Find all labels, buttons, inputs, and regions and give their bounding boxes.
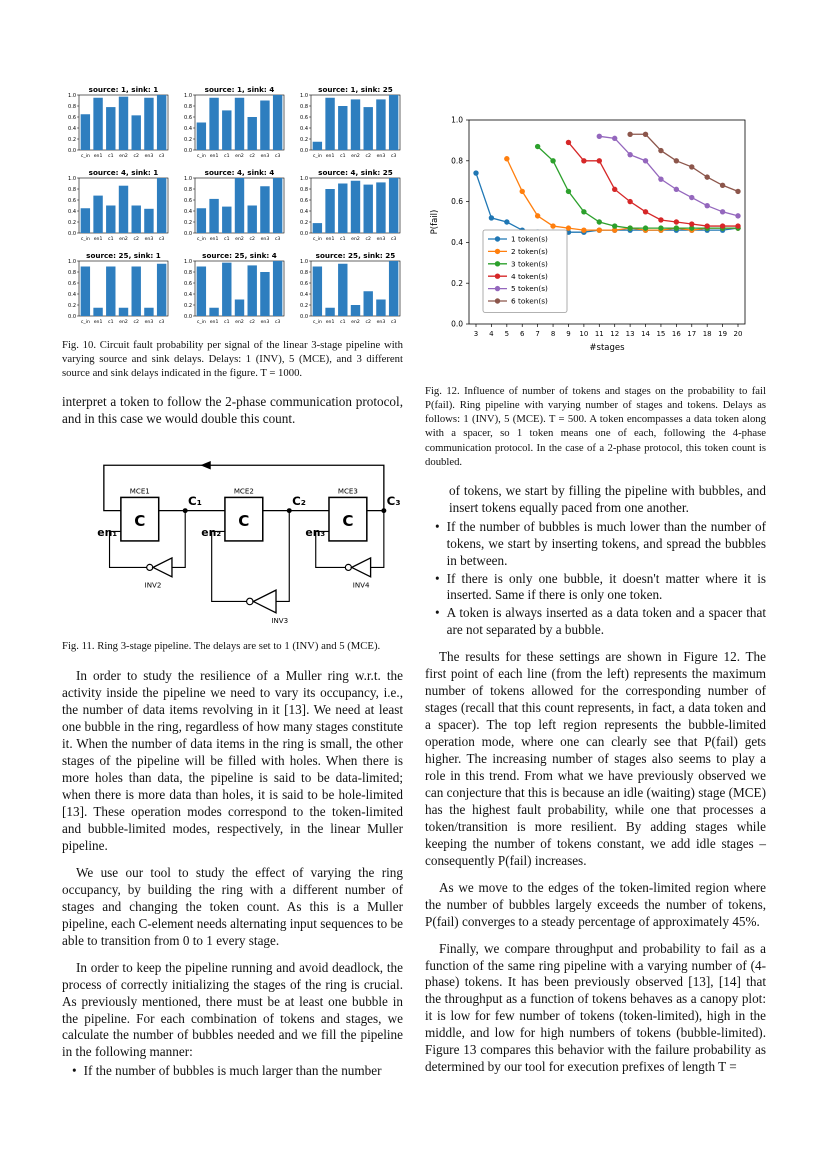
svg-text:1.0: 1.0 xyxy=(300,258,308,265)
svg-text:source: 1, sink: 4: source: 1, sink: 4 xyxy=(204,85,275,94)
bar-subplot xyxy=(62,167,171,247)
svg-text:P(fail): P(fail) xyxy=(430,209,440,235)
c2-label: C₂ xyxy=(292,494,306,509)
svg-text:c1: c1 xyxy=(340,154,346,159)
svg-text:0.2: 0.2 xyxy=(68,302,76,309)
ring-pipeline-circuit-diagram xyxy=(62,452,403,627)
bullet-marker: • xyxy=(72,1063,77,1079)
two-column-layout xyxy=(62,84,766,1082)
bullet-marker: • xyxy=(435,570,440,586)
svg-text:en1: en1 xyxy=(209,320,219,325)
spacer xyxy=(425,469,766,483)
svg-text:c1: c1 xyxy=(224,154,230,159)
svg-text:11: 11 xyxy=(594,330,604,338)
svg-text:c1: c1 xyxy=(108,237,114,242)
bar-subplot xyxy=(294,84,403,164)
svg-text:source: 1, sink: 1: source: 1, sink: 1 xyxy=(88,85,159,94)
svg-text:0.2: 0.2 xyxy=(300,136,308,143)
svg-text:0.6: 0.6 xyxy=(184,197,192,204)
spacer xyxy=(62,380,403,394)
svg-text:0.0: 0.0 xyxy=(300,147,308,154)
inv4-triangle xyxy=(352,558,371,577)
svg-text:c_in: c_in xyxy=(312,237,322,242)
fig12-chart xyxy=(425,110,766,376)
paragraph-3: In order to keep the pipeline running and avoid deadlock, the process of correctly initializing the stages of the ring is crucial. As previously mentioned, there must be at least one bubble in the pipeline. For each combination of tokens and stages, we calculate the number of bubbles needed and we fill the pipeline in the following manner: xyxy=(62,959,403,1060)
svg-text:6: 6 xyxy=(520,330,525,338)
bar-subplot xyxy=(178,84,287,164)
svg-text:10: 10 xyxy=(579,330,589,338)
bullet-text: If there is only one bubble, it doesn't matter where it is inserted. Same if there is only one token. xyxy=(446,570,766,603)
svg-text:4: 4 xyxy=(489,330,494,338)
svg-text:c3: c3 xyxy=(274,320,281,325)
svg-text:2 token(s): 2 token(s) xyxy=(511,247,548,256)
bullet-list-left xyxy=(62,1063,403,1080)
svg-text:0.6: 0.6 xyxy=(300,114,308,121)
svg-text:0.6: 0.6 xyxy=(451,197,463,207)
svg-text:8: 8 xyxy=(550,330,556,338)
mce3-label: MCE3 xyxy=(337,486,358,496)
svg-text:0.8: 0.8 xyxy=(184,186,192,193)
inv3-label: INV3 xyxy=(271,616,289,626)
svg-text:0.2: 0.2 xyxy=(184,219,192,226)
svg-text:0.8: 0.8 xyxy=(68,186,76,193)
svg-text:source: 1, sink: 25: source: 1, sink: 25 xyxy=(318,85,393,94)
svg-text:7: 7 xyxy=(535,330,540,338)
svg-text:c2: c2 xyxy=(249,154,255,159)
svg-text:c_in: c_in xyxy=(80,320,90,325)
svg-text:1.0: 1.0 xyxy=(451,115,463,125)
svg-text:0.6: 0.6 xyxy=(300,280,308,287)
svg-text:20: 20 xyxy=(733,330,743,338)
svg-text:1.0: 1.0 xyxy=(300,175,308,182)
svg-text:0.0: 0.0 xyxy=(68,230,76,237)
svg-text:0.0: 0.0 xyxy=(184,313,192,320)
svg-text:c2: c2 xyxy=(365,320,371,325)
fig10-chart-grid xyxy=(62,84,403,330)
svg-text:16: 16 xyxy=(671,330,681,338)
svg-text:0.4: 0.4 xyxy=(184,208,192,215)
svg-text:0.2: 0.2 xyxy=(184,302,192,309)
c-element-1-glyph: C xyxy=(134,512,146,531)
svg-text:0.6: 0.6 xyxy=(184,114,192,121)
wire-arrow-left-icon xyxy=(200,461,210,470)
bullet-marker: • xyxy=(435,605,440,621)
svg-text:en2: en2 xyxy=(351,237,360,242)
paragraph-4: The results for these settings are shown in Figure 12. The first point of each line (from the left) represents the maximum number of tokens allowed for the corresponding number of stages (recall that this count represents, in fact, a data token and a spacer). The top left region represents the bubble-limited operation mode, where one can clearly see that P(fail) gets higher. The increasing number of stages also seems to play a role in this trend. From what we have previously observed we can conjecture that this is because an idle (waiting) stage (MCE) has the highest fault probability, while one that processes a token/transition is more resilient. By adding stages while keeping the number of tokens constant, we add idle stages – consequently P(fail) increases. xyxy=(425,649,766,868)
spacer xyxy=(62,653,403,667)
svg-text:0.0: 0.0 xyxy=(68,147,76,154)
svg-text:0.6: 0.6 xyxy=(184,280,192,287)
mce1-label: MCE1 xyxy=(129,486,150,496)
svg-text:0.4: 0.4 xyxy=(68,125,76,132)
inv3-input-wire xyxy=(276,511,289,602)
svg-text:#stages: #stages xyxy=(589,343,625,353)
svg-text:c2: c2 xyxy=(365,237,371,242)
en1-label: en₁ xyxy=(97,526,118,540)
bar-subplot xyxy=(178,250,287,330)
svg-text:c_in: c_in xyxy=(196,237,206,242)
svg-text:source: 4, sink: 4: source: 4, sink: 4 xyxy=(204,168,275,177)
bullet-text: If the number of bubbles is much lower than the number of tokens, we start by inserting tokens, and spread the bubbles in between. xyxy=(446,518,766,568)
svg-text:0.4: 0.4 xyxy=(451,238,463,247)
svg-text:0.4: 0.4 xyxy=(300,291,308,298)
svg-text:en3: en3 xyxy=(260,320,270,325)
svg-text:c3: c3 xyxy=(390,320,397,325)
svg-text:0.0: 0.0 xyxy=(451,319,463,329)
svg-text:14: 14 xyxy=(641,330,650,338)
svg-text:c3: c3 xyxy=(158,237,165,242)
svg-text:c2: c2 xyxy=(133,320,139,325)
svg-text:en3: en3 xyxy=(376,320,386,325)
inv4-label: INV4 xyxy=(352,580,370,590)
fig12-figure xyxy=(425,110,766,376)
svg-text:9: 9 xyxy=(566,330,571,338)
bar-subplot xyxy=(62,84,171,164)
svg-text:en2: en2 xyxy=(351,320,360,325)
svg-text:5 token(s): 5 token(s) xyxy=(511,284,548,294)
svg-text:c3: c3 xyxy=(158,320,165,325)
en2-label: en₂ xyxy=(201,526,222,540)
svg-text:en3: en3 xyxy=(376,237,386,242)
svg-text:0.4: 0.4 xyxy=(300,125,308,132)
list-item xyxy=(435,571,766,605)
c-element-3-glyph: C xyxy=(342,512,354,531)
svg-text:en2: en2 xyxy=(235,154,244,159)
bar-subplot xyxy=(178,167,287,247)
svg-text:en2: en2 xyxy=(119,237,128,242)
svg-text:c_in: c_in xyxy=(80,154,90,159)
svg-text:en2: en2 xyxy=(235,320,244,325)
svg-text:1.0: 1.0 xyxy=(184,258,192,265)
svg-text:c3: c3 xyxy=(390,237,397,242)
svg-text:17: 17 xyxy=(687,330,697,338)
svg-text:1 token(s): 1 token(s) xyxy=(511,234,548,244)
bullet-text: A token is always inserted as a data token and a spacer that are not separated by a bubble. xyxy=(446,605,766,638)
svg-text:source: 25, sink: 1: source: 25, sink: 1 xyxy=(86,251,161,260)
paragraph-2: We use our tool to study the effect of varying the ring occupancy, by building the ring with a different number of stages and changing the token count. As this is a Muller pipeline, each C-element needs alternating input sequences to be able to transition from 0 to 1 every stage. xyxy=(62,864,403,948)
inv4-input-wire xyxy=(371,511,384,568)
svg-text:0.4: 0.4 xyxy=(184,125,192,132)
svg-text:c3: c3 xyxy=(274,154,281,159)
svg-text:0.0: 0.0 xyxy=(300,230,308,237)
right-column xyxy=(425,84,766,1082)
svg-text:en1: en1 xyxy=(93,320,103,325)
svg-text:0.8: 0.8 xyxy=(300,186,308,193)
svg-text:en2: en2 xyxy=(235,237,244,242)
fig10-caption: Fig. 10. Circuit fault probability per signal of the linear 3-stage pipeline with varying source and sink delays. Delays: 1 (INV), 5 (MCE), and 3 different source and sink delays indicated in the figure. T = 1000. xyxy=(62,339,403,380)
svg-text:0.6: 0.6 xyxy=(300,197,308,204)
svg-text:en3: en3 xyxy=(144,320,154,325)
svg-text:0.8: 0.8 xyxy=(184,269,192,276)
inv3-triangle xyxy=(253,590,276,613)
svg-text:1.0: 1.0 xyxy=(184,92,192,99)
svg-text:0.4: 0.4 xyxy=(68,208,76,215)
bar-subplot xyxy=(294,167,403,247)
svg-text:en1: en1 xyxy=(93,237,103,242)
svg-text:6 token(s): 6 token(s) xyxy=(511,296,548,306)
svg-text:en2: en2 xyxy=(119,154,128,159)
svg-text:15: 15 xyxy=(656,330,666,338)
list-item xyxy=(435,519,766,570)
svg-text:0.0: 0.0 xyxy=(300,313,308,320)
bullet-list-right xyxy=(425,519,766,640)
svg-text:en1: en1 xyxy=(93,154,103,159)
svg-text:source: 4, sink: 1: source: 4, sink: 1 xyxy=(88,168,159,177)
svg-text:0.4: 0.4 xyxy=(184,291,192,298)
left-column xyxy=(62,84,403,1082)
svg-text:source: 25, sink: 4: source: 25, sink: 4 xyxy=(202,251,277,260)
svg-text:0.2: 0.2 xyxy=(300,302,308,309)
svg-text:en1: en1 xyxy=(325,320,335,325)
svg-text:c1: c1 xyxy=(224,320,230,325)
svg-text:en3: en3 xyxy=(260,237,270,242)
inv2-input-wire xyxy=(172,511,185,568)
svg-text:en1: en1 xyxy=(325,154,335,159)
bullet-text: If the number of bubbles is much larger than the number xyxy=(83,1063,382,1079)
svg-text:c1: c1 xyxy=(340,237,346,242)
svg-text:c1: c1 xyxy=(108,154,114,159)
svg-text:0.6: 0.6 xyxy=(68,280,76,287)
svg-text:0.6: 0.6 xyxy=(68,114,76,121)
mce2-label: MCE2 xyxy=(233,486,254,496)
svg-text:13: 13 xyxy=(625,330,635,338)
svg-text:0.2: 0.2 xyxy=(300,219,308,226)
line-chart xyxy=(425,110,760,372)
svg-text:en3: en3 xyxy=(376,154,386,159)
svg-text:3 token(s): 3 token(s) xyxy=(511,259,548,269)
svg-text:en2: en2 xyxy=(119,320,128,325)
svg-text:1.0: 1.0 xyxy=(68,175,76,182)
svg-text:c2: c2 xyxy=(133,237,139,242)
svg-text:c3: c3 xyxy=(390,154,397,159)
svg-text:0.4: 0.4 xyxy=(300,208,308,215)
svg-text:c1: c1 xyxy=(108,320,114,325)
svg-text:19: 19 xyxy=(718,330,728,338)
svg-text:c_in: c_in xyxy=(312,320,322,325)
paragraph-1: In order to study the resilience of a Muller ring w.r.t. the activity inside the pipeline we need to vary its occupancy, i.e., the number of data items revolving in it [13]. We need at least one bubble in the ring, regardless of how many stages constitute it. When the number of data items in the ring is small, the other stages of the pipeline will be filled with holes. When there is more holes than data, the pipeline is said to be data-limited; when there is more data than holes, it is said to be hole-limited [13]. These operation modes correspond to the token-limited and bubble-limited modes, respectively, in the linear Muller pipeline. xyxy=(62,668,403,853)
bar-subplot xyxy=(62,250,171,330)
svg-text:12: 12 xyxy=(610,330,620,338)
svg-text:0.2: 0.2 xyxy=(68,136,76,143)
svg-text:0.2: 0.2 xyxy=(451,278,463,288)
svg-text:c2: c2 xyxy=(249,320,255,325)
list-item xyxy=(435,605,766,639)
svg-text:0.6: 0.6 xyxy=(68,197,76,204)
paragraph-intro: interpret a token to follow the 2-phase communication protocol, and in this case we would double this count. xyxy=(62,394,403,427)
en3-label: en₃ xyxy=(305,526,326,540)
svg-text:1.0: 1.0 xyxy=(68,92,76,99)
paragraph-6: Finally, we compare throughput and probability to fail as a function of the same ring pipeline with a varying number of (4-phase) tokens. It has been previously observed [13], [14] that the throughput as a function of tokens behaves as a canopy plot: it is low for few number of tokens (token-limited), high in the middle, and low for high numbers of tokens (bubble-limited). Figure 13 compares this behavior with the failure probability as determined by our tool for execution prefixes of length T = xyxy=(425,940,766,1075)
svg-text:18: 18 xyxy=(702,330,712,338)
svg-text:3: 3 xyxy=(473,330,479,338)
svg-text:0.8: 0.8 xyxy=(68,269,76,276)
svg-text:0.0: 0.0 xyxy=(184,230,192,237)
bullet-continuation: of tokens, we start by filling the pipeline with bubbles, and insert tokens equally paced from one another. xyxy=(449,482,766,515)
svg-text:0.8: 0.8 xyxy=(184,103,192,110)
fig11-figure xyxy=(62,452,403,631)
fig11-caption: Fig. 11. Ring 3-stage pipeline. The delays are set to 1 (INV) and 5 (MCE). xyxy=(62,640,381,653)
svg-text:en1: en1 xyxy=(209,237,219,242)
svg-text:0.0: 0.0 xyxy=(68,313,76,320)
svg-text:c_in: c_in xyxy=(196,320,206,325)
svg-text:en3: en3 xyxy=(260,154,270,159)
svg-text:c1: c1 xyxy=(224,237,230,242)
svg-text:c_in: c_in xyxy=(196,154,206,159)
svg-text:source: 4, sink: 25: source: 4, sink: 25 xyxy=(318,168,393,177)
svg-text:en1: en1 xyxy=(209,154,219,159)
inv3-output-wire xyxy=(212,532,247,602)
c-element-2-glyph: C xyxy=(238,512,250,531)
svg-text:c3: c3 xyxy=(274,237,281,242)
bar-subplot xyxy=(294,250,403,330)
svg-text:0.4: 0.4 xyxy=(68,291,76,298)
svg-text:4 token(s): 4 token(s) xyxy=(511,271,548,281)
paragraph-5: As we move to the edges of the token-limited region where the number of bubbles largely exceeds the number of tokens, P(fail) converges to a steady percentage of approximately 45%. xyxy=(425,879,766,929)
svg-text:c2: c2 xyxy=(249,237,255,242)
svg-text:5: 5 xyxy=(504,330,510,338)
bullet-marker: • xyxy=(435,518,440,534)
svg-text:c3: c3 xyxy=(158,154,165,159)
svg-text:en2: en2 xyxy=(351,154,360,159)
list-item xyxy=(72,1063,403,1080)
svg-text:c_in: c_in xyxy=(80,237,90,242)
svg-text:1.0: 1.0 xyxy=(184,175,192,182)
svg-text:0.8: 0.8 xyxy=(300,103,308,110)
svg-text:0.8: 0.8 xyxy=(300,269,308,276)
svg-text:en1: en1 xyxy=(325,237,335,242)
svg-text:0.8: 0.8 xyxy=(451,156,463,166)
svg-text:0.2: 0.2 xyxy=(184,136,192,143)
svg-text:c2: c2 xyxy=(365,154,371,159)
svg-text:0.0: 0.0 xyxy=(184,147,192,154)
svg-text:source: 25, sink: 25: source: 25, sink: 25 xyxy=(315,251,396,260)
c1-label: C₁ xyxy=(188,494,202,509)
inv2-triangle xyxy=(153,558,172,577)
svg-text:1.0: 1.0 xyxy=(300,92,308,99)
inv2-label: INV2 xyxy=(144,580,162,590)
svg-text:c_in: c_in xyxy=(312,154,322,159)
c3-label: C₃ xyxy=(386,494,401,509)
svg-text:en3: en3 xyxy=(144,237,154,242)
svg-text:en3: en3 xyxy=(144,154,154,159)
svg-text:0.8: 0.8 xyxy=(68,103,76,110)
svg-text:0.2: 0.2 xyxy=(68,219,76,226)
fig12-caption: Fig. 12. Influence of number of tokens and stages on the probability to fail P(fail). Ring pipeline with varying number of stages and tokens. Delays as follows: 1 (INV), 5 (MCE). T = 500. A token encompasses a data token along with a spacer, so 1 token means one of each, following the 4-phase communication protocol. In the case of a 2-phase protocol, this token count is doubled. xyxy=(425,385,766,468)
svg-text:1.0: 1.0 xyxy=(68,258,76,265)
svg-text:c1: c1 xyxy=(340,320,346,325)
svg-text:c2: c2 xyxy=(133,154,139,159)
